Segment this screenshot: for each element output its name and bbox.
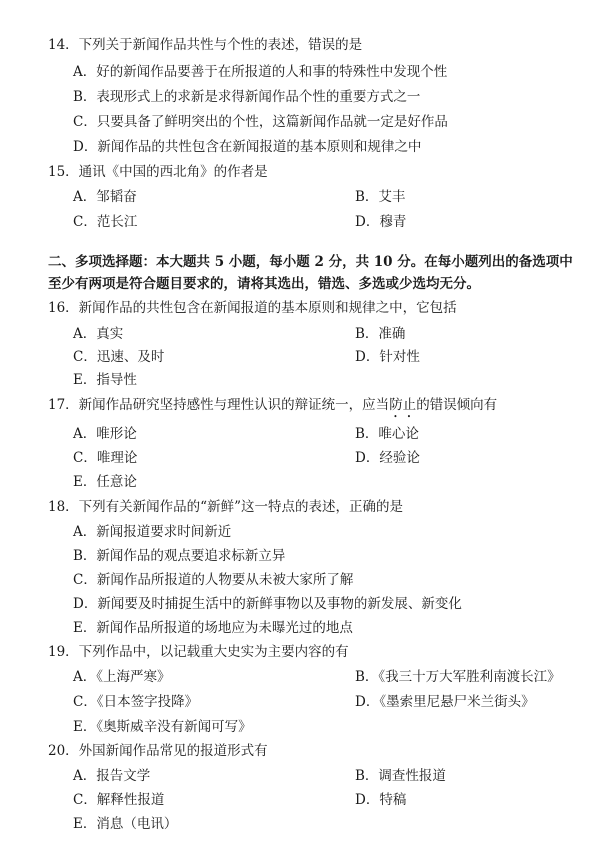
q14-option-c: C．只要具备了鲜明突出的个性，这篇新闻作品就一定是好作品 — [73, 114, 448, 130]
q20-option-e: E．消息（电讯） — [73, 816, 178, 832]
q14-option-a: A．好的新闻作品要善于在所报道的人和事的特殊性中发现个性 — [73, 64, 448, 80]
q15-option-d: D．穆青 — [355, 214, 407, 230]
q18-option-c: C．新闻作品所报道的人物要从未被大家所了解 — [73, 572, 354, 588]
q16-stem: 16．新闻作品的共性包含在新闻报道的基本原则和规律之中，它包括 — [48, 300, 457, 316]
q14-stem: 14．下列关于新闻作品共性与个性的表述，错误的是 — [48, 37, 363, 53]
q14-option-b: B．表现形式上的求新是求得新闻作品个性的重要方式之一 — [73, 89, 421, 105]
q17-stem-emphasis: 防止 — [389, 397, 417, 413]
q16-option-e: E．指导性 — [73, 372, 137, 388]
q19-option-b: B．《我三十万大军胜利南渡长江》 — [355, 669, 561, 685]
q17-option-d: D．经验论 — [355, 450, 420, 466]
section2-heading-line1: 二、多项选择题：本大题共 5 小题，每小题 2 分，共 10 分。在每小题列出的备选项中 — [48, 254, 573, 270]
q16-option-b: B．准确 — [355, 326, 406, 342]
q16-option-a: A．真实 — [73, 326, 124, 342]
q20-option-d: D．特稿 — [355, 792, 407, 808]
q16-option-c: C．迅速、及时 — [73, 349, 165, 365]
q17-option-c: C．唯理论 — [73, 450, 138, 466]
q15-stem: 15．通讯《中国的西北角》的作者是 — [48, 164, 268, 180]
q19-stem: 19．下列作品中，以记载重大史实为主要内容的有 — [48, 644, 349, 660]
q18-option-e: E．新闻作品所报道的场地应为未曝光过的地点 — [73, 620, 353, 636]
q14-option-d: D．新闻作品的共性包含在新闻报道的基本原则和规律之中 — [73, 139, 422, 155]
q16-option-d: D．针对性 — [355, 349, 420, 365]
q20-option-b: B．调查性报道 — [355, 768, 446, 784]
q20-stem: 20．外国新闻作品常见的报道形式有 — [48, 743, 268, 759]
q17-option-a: A．唯形论 — [73, 426, 137, 442]
q17-option-e: E．任意论 — [73, 474, 137, 490]
q20-option-c: C．解释性报道 — [73, 792, 165, 808]
q18-option-b: B．新闻作品的观点要追求标新立异 — [73, 548, 286, 564]
q18-option-a: A．新闻报道要求时间新近 — [73, 524, 232, 540]
q17-stem-before: 17．新闻作品研究坚持感性与理性认识的辩证统一，应当 — [48, 397, 390, 413]
q17-option-b: B．唯心论 — [355, 426, 419, 442]
q17-stem — [48, 396, 497, 414]
q18-option-d: D．新闻要及时捕捉生活中的新鲜事物以及事物的新发展、新变化 — [73, 596, 462, 612]
q15-option-a: A．邹韬奋 — [73, 189, 137, 205]
q19-option-e: E．《奥斯威辛没有新闻可写》 — [73, 719, 252, 735]
q15-option-b: B．艾丰 — [355, 189, 406, 205]
q19-option-a: A．《上海严寒》 — [73, 669, 171, 685]
q20-option-a: A．报告文学 — [73, 768, 151, 784]
section2-heading-line2: 至少有两项是符合题目要求的，请将其选出，错选、多选或少选均无分。 — [48, 276, 480, 292]
q18-stem: 18．下列有关新闻作品的“新鲜”这一特点的表述，正确的是 — [48, 499, 403, 515]
q19-option-c: C．《日本签字投降》 — [73, 694, 199, 710]
q19-option-d: D．《墨索里尼悬尸米兰街头》 — [355, 694, 535, 710]
q17-stem-after: 的错误倾向有 — [416, 397, 498, 413]
q15-option-c: C．范长江 — [73, 214, 138, 230]
